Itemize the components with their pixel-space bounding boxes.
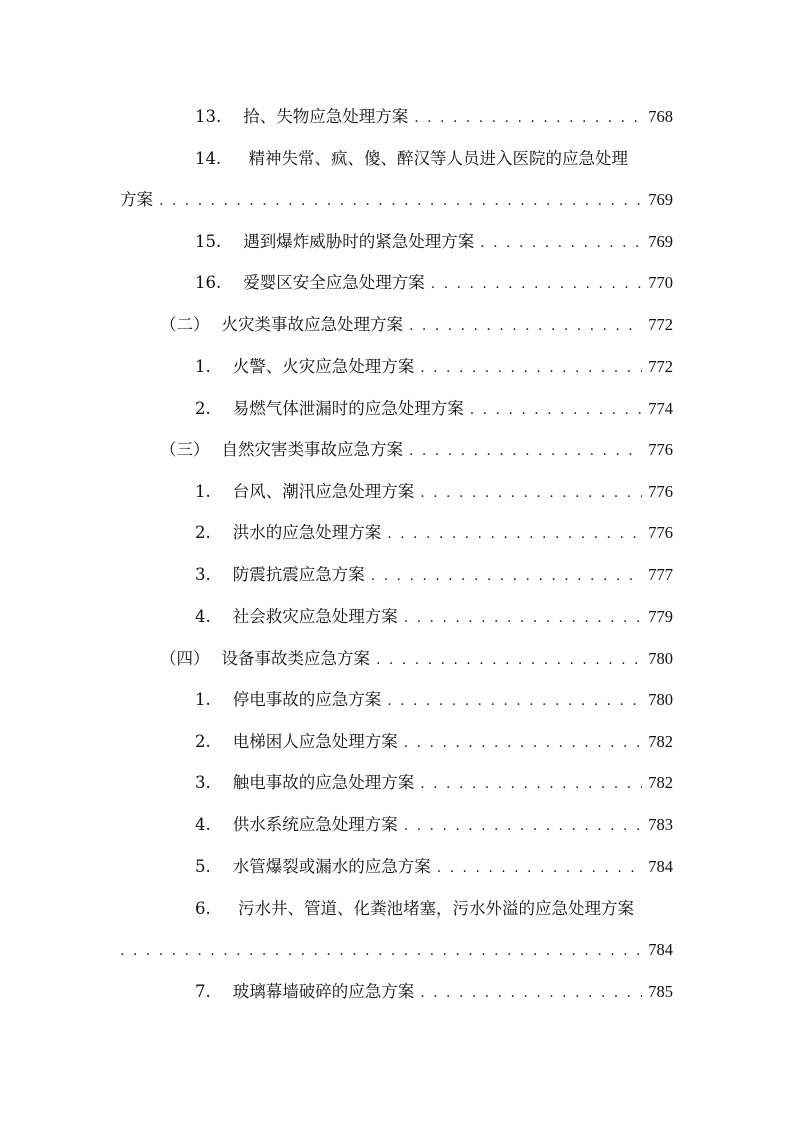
- toc-entry[interactable]: [195, 564, 673, 587]
- toc-number: 4.: [195, 607, 211, 626]
- toc-title: 水管爆裂或漏水的应急方案: [232, 857, 431, 876]
- toc-entry[interactable]: [195, 272, 673, 295]
- toc-entry[interactable]: [195, 689, 673, 712]
- toc-title: 台风、潮汛应急处理方案: [232, 482, 415, 501]
- toc-page-number: 780: [648, 690, 673, 709]
- toc-leader-dots: [420, 482, 642, 504]
- toc-title: 污水井、管道、化粪池堵塞，污水外溢的应急处理方案: [238, 899, 634, 918]
- toc-title: 火警、火灾应急处理方案: [232, 357, 415, 376]
- toc-page-number: 776: [648, 523, 673, 542]
- toc-leader-dots: [470, 399, 643, 421]
- toc-title: 供水系统应急处理方案: [232, 815, 398, 834]
- toc-section-entry[interactable]: [160, 314, 673, 337]
- toc-leader-dots: [404, 607, 643, 629]
- toc-number: 3.: [195, 565, 211, 584]
- toc-leader-dots: [409, 315, 642, 337]
- toc-page-number: 784: [648, 940, 673, 959]
- toc-title: 精神失常、疯、傻、醉汉等人员进入医院的应急处理: [248, 149, 628, 168]
- toc-leader-dots: [431, 273, 643, 295]
- toc-title: 爱婴区安全应急处理方案: [243, 273, 425, 292]
- toc-entry[interactable]: [195, 398, 673, 421]
- toc-number: 1.: [195, 357, 211, 376]
- toc-title: 遇到爆炸威胁时的紧急处理方案: [243, 232, 475, 251]
- toc-page-number: 780: [648, 649, 673, 668]
- toc-entry[interactable]: [195, 231, 673, 254]
- toc-leader-dots: [409, 440, 642, 462]
- toc-entry[interactable]: [195, 606, 673, 629]
- toc-title-continued: 方案: [120, 190, 153, 209]
- toc-number: 16.: [195, 273, 222, 292]
- toc-number: 15.: [195, 232, 222, 251]
- toc-title: 社会救灾应急处理方案: [232, 607, 398, 626]
- toc-entry[interactable]: [195, 481, 673, 504]
- toc-title: 易燃气体泄漏时的应急处理方案: [232, 399, 464, 418]
- toc-entry[interactable]: [120, 189, 673, 212]
- toc-page-number: 776: [648, 482, 673, 501]
- toc-leader-dots: [159, 190, 642, 212]
- toc-page-number: 768: [648, 107, 673, 126]
- toc-number: 1.: [195, 690, 211, 709]
- toc-leader-dots: [371, 565, 643, 587]
- toc-number: （三）: [160, 440, 210, 459]
- toc-leader-dots: [376, 649, 642, 671]
- toc-section-entry[interactable]: [160, 648, 673, 671]
- toc-entry-first-line[interactable]: [195, 148, 628, 170]
- toc-title: 停电事故的应急方案: [232, 690, 382, 709]
- toc-number: 2.: [195, 523, 211, 542]
- toc-entry[interactable]: [195, 772, 673, 795]
- toc-number: 14.: [195, 149, 222, 168]
- toc-leader-dots: [437, 857, 643, 879]
- toc-number: （二）: [160, 315, 210, 334]
- toc-number: 5.: [195, 857, 211, 876]
- toc-entry[interactable]: [195, 522, 673, 545]
- toc-leader-dots: [120, 940, 642, 962]
- toc-leader-dots: [480, 232, 642, 254]
- toc-title: 电梯困人应急处理方案: [232, 732, 398, 751]
- toc-page-number: 769: [648, 190, 673, 209]
- toc-entry[interactable]: [195, 814, 673, 837]
- toc-title: 防震抗震应急方案: [232, 565, 365, 584]
- toc-page-number: 785: [648, 982, 673, 1001]
- toc-page-number: 782: [648, 773, 673, 792]
- toc-entry[interactable]: [195, 731, 673, 754]
- toc-title: 火灾类事故应急处理方案: [221, 315, 403, 334]
- toc-number: 4.: [195, 815, 211, 834]
- toc-page-number: 777: [648, 565, 673, 584]
- toc-page-number: 774: [648, 399, 673, 418]
- toc-title: 拾、失物应急处理方案: [243, 107, 409, 126]
- toc-leader-dots: [414, 107, 642, 129]
- toc-entry[interactable]: [195, 981, 673, 1004]
- toc-entry-first-line[interactable]: [195, 898, 634, 920]
- toc-section-entry[interactable]: [160, 439, 673, 462]
- toc-page-number: 772: [648, 357, 673, 376]
- toc-number: 13.: [195, 107, 222, 126]
- toc-number: 2.: [195, 732, 211, 751]
- toc-page-number: 772: [648, 315, 673, 334]
- toc-entry[interactable]: [120, 939, 673, 962]
- toc-number: 1.: [195, 482, 211, 501]
- toc-page-number: 769: [648, 232, 673, 251]
- toc-leader-dots: [387, 523, 642, 545]
- toc-leader-dots: [404, 732, 643, 754]
- toc-title: 设备事故类应急方案: [221, 649, 370, 668]
- toc-leader-dots: [420, 982, 642, 1004]
- toc-entry[interactable]: [195, 356, 673, 379]
- toc-leader-dots: [404, 815, 643, 837]
- toc-entry[interactable]: [195, 106, 673, 129]
- toc-page-number: 770: [648, 273, 673, 292]
- toc-title: 玻璃幕墙破碎的应急方案: [232, 982, 415, 1001]
- toc-leader-dots: [420, 773, 642, 795]
- toc-title: 洪水的应急处理方案: [232, 523, 382, 542]
- toc-page-number: 776: [648, 440, 673, 459]
- toc-leader-dots: [387, 690, 642, 712]
- toc-page-number: 782: [648, 732, 673, 751]
- toc-number: （四）: [160, 649, 210, 668]
- toc-page-number: 784: [648, 857, 673, 876]
- toc-number: 6.: [195, 899, 211, 918]
- toc-page-number: 779: [648, 607, 673, 626]
- toc-leader-dots: [420, 357, 642, 379]
- toc-title: 自然灾害类事故应急方案: [221, 440, 403, 459]
- toc-number: 2.: [195, 399, 211, 418]
- toc-title: 触电事故的应急处理方案: [232, 773, 415, 792]
- toc-entry[interactable]: [195, 856, 673, 879]
- toc-number: 3.: [195, 773, 211, 792]
- toc-number: 7.: [195, 982, 211, 1001]
- toc-page-number: 783: [648, 815, 673, 834]
